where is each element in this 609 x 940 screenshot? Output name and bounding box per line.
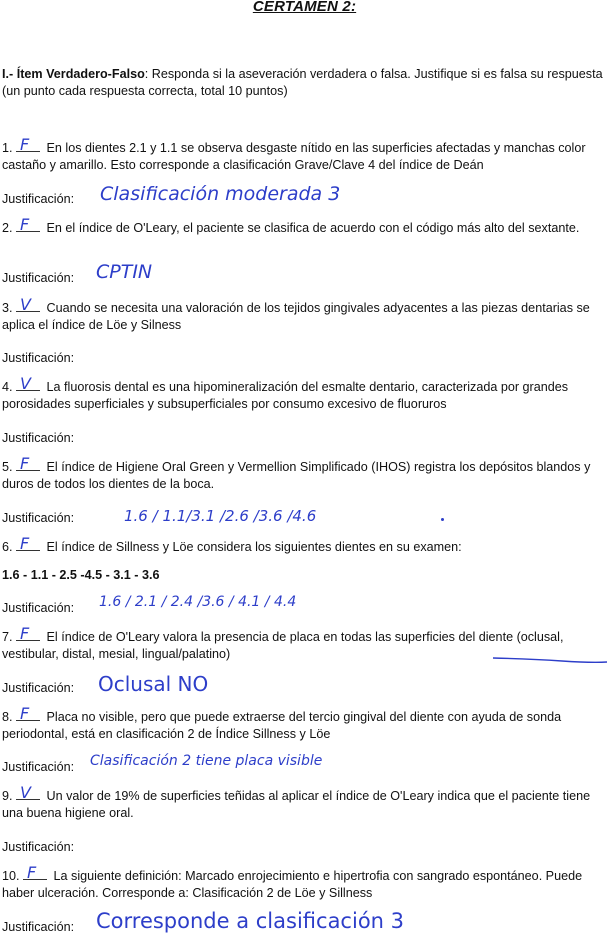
justification-label: Justificación:: [2, 192, 75, 206]
answer-mark: V: [20, 374, 31, 393]
answer-mark: F: [20, 534, 30, 553]
question-number: 8.: [2, 710, 13, 724]
justification-answer-10: Corresponde a clasificación 3: [96, 909, 405, 933]
justification-answer-7: Oclusal NO: [98, 672, 209, 696]
answer-mark: F: [20, 215, 30, 234]
question-text: Cuando se necesita una valoración de los tejidos gingivales adyacentes a las piezas dentarias se aplica el índice de Löe y Silness: [2, 301, 590, 332]
question-9: [2, 783, 606, 822]
answer-blank[interactable]: [16, 704, 40, 723]
answer-blank[interactable]: [16, 135, 40, 154]
answer-blank[interactable]: [16, 624, 40, 643]
answer-blank[interactable]: [16, 374, 40, 393]
answer-blank[interactable]: [16, 534, 40, 553]
answer-mark: F: [20, 624, 30, 643]
question-number: 3.: [2, 301, 13, 315]
justification-label: Justificación:: [2, 681, 75, 695]
question-number: 2.: [2, 221, 13, 235]
section-intro: [2, 66, 606, 100]
ink-dot: [441, 518, 444, 521]
question-number: 1.: [2, 141, 13, 155]
question-text: El índice de Sillness y Löe considera los siguientes dientes en su examen:: [46, 540, 462, 554]
question-10: [2, 863, 606, 902]
question-number: 9.: [2, 789, 13, 803]
justification-label: Justificación:: [2, 760, 75, 774]
justification-label: Justificación:: [2, 920, 75, 934]
answer-mark: F: [20, 704, 30, 723]
question-number: 6.: [2, 540, 13, 554]
question-number: 4.: [2, 380, 13, 394]
question-text: El índice de O'Leary valora la presencia de placa en todas las superficies del diente (oclusal, vestibular, distal, mesial, lingual/palatino): [2, 630, 564, 661]
justification-answer-5: 1.6 / 1.1/3.1 /2.6 /3.6 /4.6: [124, 507, 317, 525]
question-8: [2, 704, 606, 743]
question-text: Placa no visible, pero que puede extraerse del tercio gingival del diente con ayuda de sonda periodontal, está en clasificación 2 de Índice Sillness y Löe: [2, 710, 562, 741]
teeth-list: 1.6 - 1.1 - 2.5 -4.5 - 3.1 - 3.6: [2, 568, 160, 582]
question-3: [2, 295, 606, 334]
answer-blank[interactable]: [23, 863, 47, 882]
answer-blank[interactable]: [16, 454, 40, 473]
question-text: La fluorosis dental es una hipomineralización del esmalte dentario, caracterizada por grandes porosidades superficiales y subsuperficiales por consumo excesivo de fluoruros: [2, 380, 569, 411]
answer-mark: V: [20, 295, 31, 314]
question-number: 10.: [2, 869, 20, 883]
question-text: Un valor de 19% de superficies teñidas al aplicar el índice de O'Leary indica que el paciente tiene una buena higiene oral.: [2, 789, 591, 820]
answer-blank[interactable]: [16, 783, 40, 802]
question-1: [2, 135, 606, 174]
answer-mark: F: [27, 863, 37, 882]
justification-label: Justificación:: [2, 601, 75, 615]
question-6: [2, 534, 606, 556]
justification-label: Justificación:: [2, 840, 75, 854]
answer-blank[interactable]: [16, 215, 40, 234]
question-text: En el índice de O'Leary, el paciente se clasifica de acuerdo con el código más alto del sextante.: [46, 221, 580, 235]
page-title: CERTAMEN 2:: [252, 0, 357, 15]
question-2: [2, 215, 606, 237]
justification-answer-8: Clasificación 2 tiene placa visible: [90, 753, 323, 769]
question-text: El índice de Higiene Oral Green y Vermellion Simplificado (IHOS) registra los depósitos blandos y duros de todos los dientes de la boca.: [2, 460, 591, 491]
question-number: 5.: [2, 460, 13, 474]
pen-stroke: [492, 656, 608, 664]
justification-answer-2: CPTIN: [96, 261, 153, 283]
question-5: [2, 454, 606, 493]
question-text: La siguiente definición: Marcado enrojecimiento e hipertrofia con sangrado espontáneo. Puede haber ulceración. Corresponde a: Clasificación 2 de Löe y Sillness: [2, 869, 583, 900]
justification-answer-1: Clasificación moderada 3: [100, 183, 341, 205]
section-heading: I.- Ítem Verdadero-Falso: [2, 67, 145, 81]
question-4: [2, 374, 606, 413]
answer-blank[interactable]: [16, 295, 40, 314]
answer-mark: F: [20, 454, 30, 473]
section-instructions: : Responda si la aseveración verdadera o falsa. Justifique si es falsa su respuesta (un punto cada respuesta correcta, total 10 puntos): [2, 67, 603, 98]
answer-mark: F: [20, 135, 30, 154]
justification-answer-6: 1.6 / 2.1 / 2.4 /3.6 / 4.1 / 4.4: [99, 594, 297, 610]
question-number: 7.: [2, 630, 13, 644]
justification-label: Justificación:: [2, 351, 75, 365]
answer-mark: V: [20, 783, 31, 802]
justification-label: Justificación:: [2, 511, 75, 525]
justification-label: Justificación:: [2, 431, 75, 445]
question-text: En los dientes 2.1 y 1.1 se observa desgaste nítido en las superficies afectadas y manchas color castaño y amarillo. Esto corresponde a clasificación Grave/Clave 4 del índice de Deán: [2, 141, 586, 172]
justification-label: Justificación:: [2, 271, 75, 285]
